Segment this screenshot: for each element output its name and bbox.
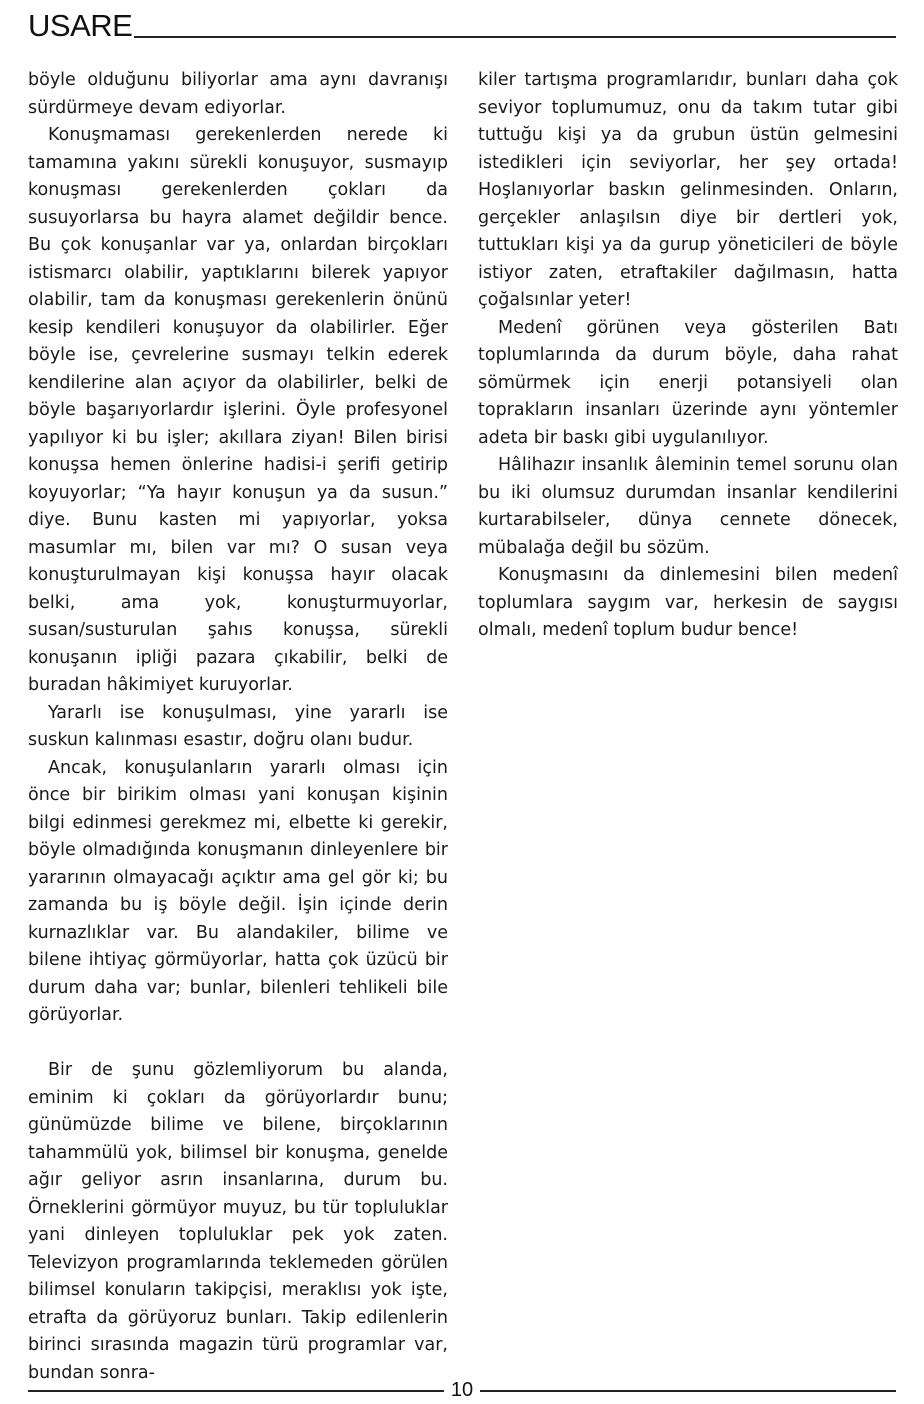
magazine-title: USARE bbox=[28, 8, 133, 43]
paragraph: Medenî görünen veya gösterilen Batı toplumlarında da durum böyle, daha rahat sömürmek için enerji potansiyeli olan toprakların insanları üzerinde aynı yöntemler adeta bir baskı gibi uygulanılıyor. bbox=[478, 317, 898, 448]
right-column bbox=[478, 67, 898, 645]
footer-rule bbox=[480, 1390, 896, 1392]
paragraph: böyle olduğunu biliyorlar ama aynı davranışı sürdürmeye devam ediyorlar. bbox=[28, 70, 448, 118]
left-column bbox=[28, 67, 448, 1387]
paragraph: Yararlı ise konuşulması, yine yararlı ise suskun kalınması esastır, doğru olanı budur. bbox=[28, 702, 448, 750]
page-footer bbox=[28, 1380, 896, 1404]
page-number: 10 bbox=[450, 1379, 474, 1401]
paragraph: Konuşmaması gerekenlerden nerede ki tamamına yakını sürekli konuşuyor, susmayıp konuşması gerekenlerden çokları da susuyorlarsa bu hayra alamet değildir bence. Bu çok konuşanlar var ya, onlardan birçokları istismarcı olabilir, yaptıklarını bilerek yapıyor olabilir, tam da konuşması gerekenlerin önünü kesip kendileri konuşuyor da olabilirler. Eğer böyle ise, çevrelerine susmayı telkin ederek kendilerine alan açıyor da olabilirler, belki de böyle başarıyorlardır işlerini. Öyle profesyonel yapılıyor ki bu işler; akıllara ziyan! Bilen birisi konuşsa hemen önlerine hadisi-i şerifi getirip koyuyorlar; “Ya hayır konuşun ya da susun.” diye. Bunu kasten mi yapıyorlar, yoksa masumlar mı, bilen var mı? O susan veya konuşturulmayan kişi konuşsa hayır olacak belki, ama yok, konuşturmuyorlar, susan/susturulan şahıs konuşsa, sürekli konuşanın ipliği pazara çıkabilir, belki de buradan hâkimiyet kuruyorlar. bbox=[28, 125, 448, 695]
header-rule bbox=[134, 36, 896, 38]
paragraph: Ancak, konuşulanların yararlı olması için önce bir birikim olması yani konuşan kişinin bilgi edinmesi gerekmez mi, elbette ki gerekir, böyle olmadığında konuşmanın dinleyenlere bir yararının olmayacağı açıktır ama gel gör ki; bu zamanda bu iş böyle değil. İşin içinde derin kurnazlıklar var. Bu alandakiler, bilime ve bilene ihtiyaç görmüyorlar, hatta çok üzücü bir durum daha var; bunlar, bilenleri tehlikeli bile görüyorlar. bbox=[28, 757, 448, 1025]
paragraph: Konuşmasını da dinlemesini bilen medenî toplumlara saygım var, herkesin de saygısı olmalı, medenî toplum budur bence! bbox=[478, 565, 898, 640]
paragraph: kiler tartışma programlarıdır, bunları daha çok seviyor toplumumuz, onu da takım tutar gibi tuttuğu kişi ya da grubun üstün gelmesini istedikleri için seviyorlar, her şey ortada! Hoşlanıyorlar baskın gelinmesinden. Onların, gerçekler anlaşılsın diye bir dertleri yok, tuttukları kişi ya da gurup yöneticileri de böyle istiyor zaten, etraftakiler dağılmasın, hatta çoğalsınlar yeter! bbox=[478, 70, 898, 310]
footer-rule bbox=[28, 1390, 444, 1392]
paragraph: Hâlihazır insanlık âleminin temel sorunu olan bu iki olumsuz durumdan insanlar kendilerini kurtarabilseler, dünya cennete dönecek, mübalağa değil bu sözüm. bbox=[478, 455, 898, 558]
page-header bbox=[28, 8, 896, 44]
paragraph: Bir de şunu gözlemliyorum bu alanda, eminim ki çokları da görüyorlardır bunu; günümüzde bilime ve bilene, birçoklarının tahammülü yok, bilimsel bir konuşma, genelde ağır geliyor asrın insanlarına, durum bu. Örneklerini görmüyor muyuz, bu tür topluluklar yani dinleyen topluluklar pek yok zaten. Televizyon programlarında teklemeden görülen bilimsel konuların takipçisi, meraklısı yok işte, etrafta da görüyoruz bunları. Takip edilenlerin birinci sırasında magazin türü programlar var, bundan sonra- bbox=[28, 1060, 448, 1383]
